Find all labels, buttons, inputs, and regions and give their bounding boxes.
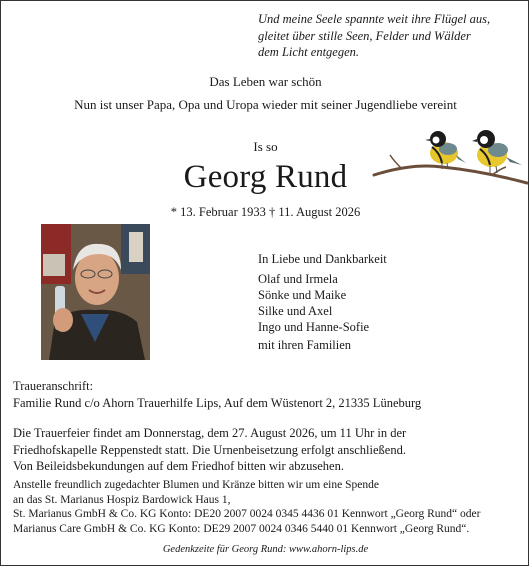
ceremony-line: Friedhofskapelle Reppenstedt statt. Die Urnenbeisetzung erfolgt anschließend.	[13, 442, 406, 457]
life-dates: * 13. Februar 1933 † 11. August 2026	[170, 205, 361, 219]
poem-line: Und meine Seele spannte weit ihre Flügel aus,	[258, 12, 491, 26]
deceased-name: Georg Rund	[183, 159, 348, 195]
farewell-text: Is so	[253, 139, 278, 154]
ceremony-line: Die Trauerfeier findet am Donnerstag, dem 27. August 2026, um 11 Uhr in der	[13, 426, 407, 440]
donation-info	[13, 478, 523, 536]
mourning-address	[13, 378, 523, 411]
poem-line: gleitet über stille Seen, Felder und Wälder	[258, 28, 471, 43]
donation-line: St. Marianus GmbH & Co. KG Konto: DE20 2007 0024 0345 4436 01 Kennwort „Georg Rund“ oder	[13, 508, 481, 520]
birds-on-branch-illustration	[372, 125, 528, 187]
bird-left	[425, 131, 466, 169]
mourners-heading: In Liebe und Dankbarkeit	[258, 252, 387, 266]
address-label: Traueranschrift:	[13, 379, 94, 393]
mourner-name: Ingo und Hanne-Sofie	[258, 320, 370, 334]
donation-line: an das St. Marianus Hospiz Bardowick Haus 1,	[13, 493, 231, 506]
portrait-photo	[41, 224, 150, 360]
poem-line: dem Licht entgegen.	[258, 45, 360, 59]
intro-line-1: Das Leben war schön	[209, 74, 322, 89]
mourner-name: Silke und Axel	[258, 304, 333, 318]
memorial-page-footer: Gedenkzeite für Georg Rund: www.ahorn-lips.de	[162, 544, 369, 555]
donation-line: Anstelle freundlich zugedachter Blumen und Kränze bitten wir um eine Spende	[13, 479, 379, 491]
mourner-name: Olaf und Irmela	[258, 272, 338, 286]
intro-line-2: Nun ist unser Papa, Opa und Uropa wieder mit seiner Jugendliebe vereint	[74, 97, 457, 112]
ceremony-info	[13, 425, 523, 475]
mourner-name: Sönke und Maike	[258, 288, 347, 302]
mourners-closing: mit ihren Familien	[258, 338, 352, 352]
poem	[258, 11, 528, 61]
ceremony-line: Von Beileidsbekundungen auf dem Friedhof bitten wir abzusehen.	[13, 459, 344, 473]
bird-right	[472, 130, 522, 173]
donation-line: Marianus Care GmbH & Co. KG Konto: DE29 2007 0024 0346 5440 01 Kennwort „Georg Rund“.	[13, 522, 470, 535]
address-text: Familie Rund c/o Ahorn Trauerhilfe Lips, Auf dem Wüstenort 2, 21335 Lüneburg	[13, 395, 422, 410]
